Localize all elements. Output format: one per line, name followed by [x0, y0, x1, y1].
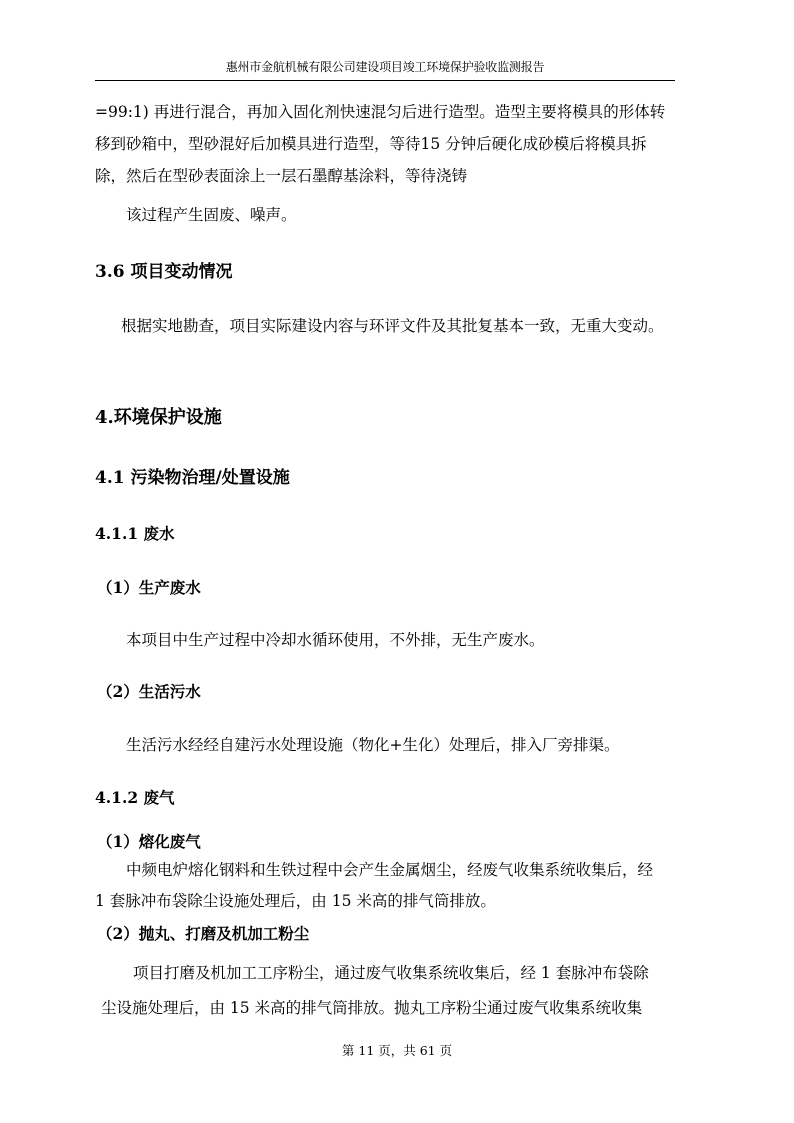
paragraph-line: 生活污水经经自建污水处理设施（物化+生化）处理后，排入厂旁排渠。	[126, 736, 620, 754]
section-heading-3-6: 3.6 项目变动情况	[95, 262, 233, 282]
paragraph-line: 根据实地勘查，项目实际建设内容与环评文件及其批复基本一致，无重大变动。	[121, 317, 664, 335]
section-heading-4-1: 4.1 污染物治理/处置设施	[95, 468, 290, 488]
page-footer: 第 11 页，共 61 页	[341, 1043, 453, 1058]
section-heading-4-1-2: 4.1.2 废气	[95, 788, 175, 807]
section-heading-4: 4.环境保护设施	[95, 407, 222, 428]
subsection-heading: （1）生产废水	[97, 578, 201, 597]
paragraph-line: 1 套脉冲布袋除尘设施处理后，由 15 米高的排气筒排放。	[95, 892, 496, 910]
header-divider	[95, 80, 675, 81]
paragraph-line: 移到砂箱中，型砂混好后加模具进行造型，等待15 分钟后硬化成砂模后将模具拆	[95, 135, 647, 153]
paragraph-line: 中频电炉熔化钢料和生铁过程中会产生金属烟尘，经废气收集系统收集后，经	[126, 861, 654, 879]
paragraph-line: 除，然后在型砂表面涂上一层石墨醇基涂料，等待浇铸	[95, 167, 468, 185]
paragraph-line: 本项目中生产过程中冷却水循环使用，不外排，无生产废水。	[126, 631, 545, 649]
subsection-heading: （2）生活污水	[97, 682, 201, 701]
subsection-heading: （2）抛丸、打磨及机加工粉尘	[97, 924, 310, 943]
paragraph-line: 尘设施处理后，由 15 米高的排气筒排放。抛丸工序粉尘通过废气收集系统收集	[101, 999, 643, 1017]
page-header: 惠州市金航机械有限公司建设项目竣工环境保护验收监测报告	[225, 60, 545, 74]
paragraph-line: 项目打磨及机加工工序粉尘，通过废气收集系统收集后，经 1 套脉冲布袋除	[133, 964, 649, 982]
paragraph-line: 该过程产生固废、噪声。	[126, 206, 297, 224]
section-heading-4-1-1: 4.1.1 废水	[95, 524, 175, 543]
subsection-heading: （1）熔化废气	[97, 832, 201, 851]
paragraph-line: =99:1) 再进行混合，再加入固化剂快速混匀后进行造型。造型主要将模具的形体转	[95, 103, 666, 121]
